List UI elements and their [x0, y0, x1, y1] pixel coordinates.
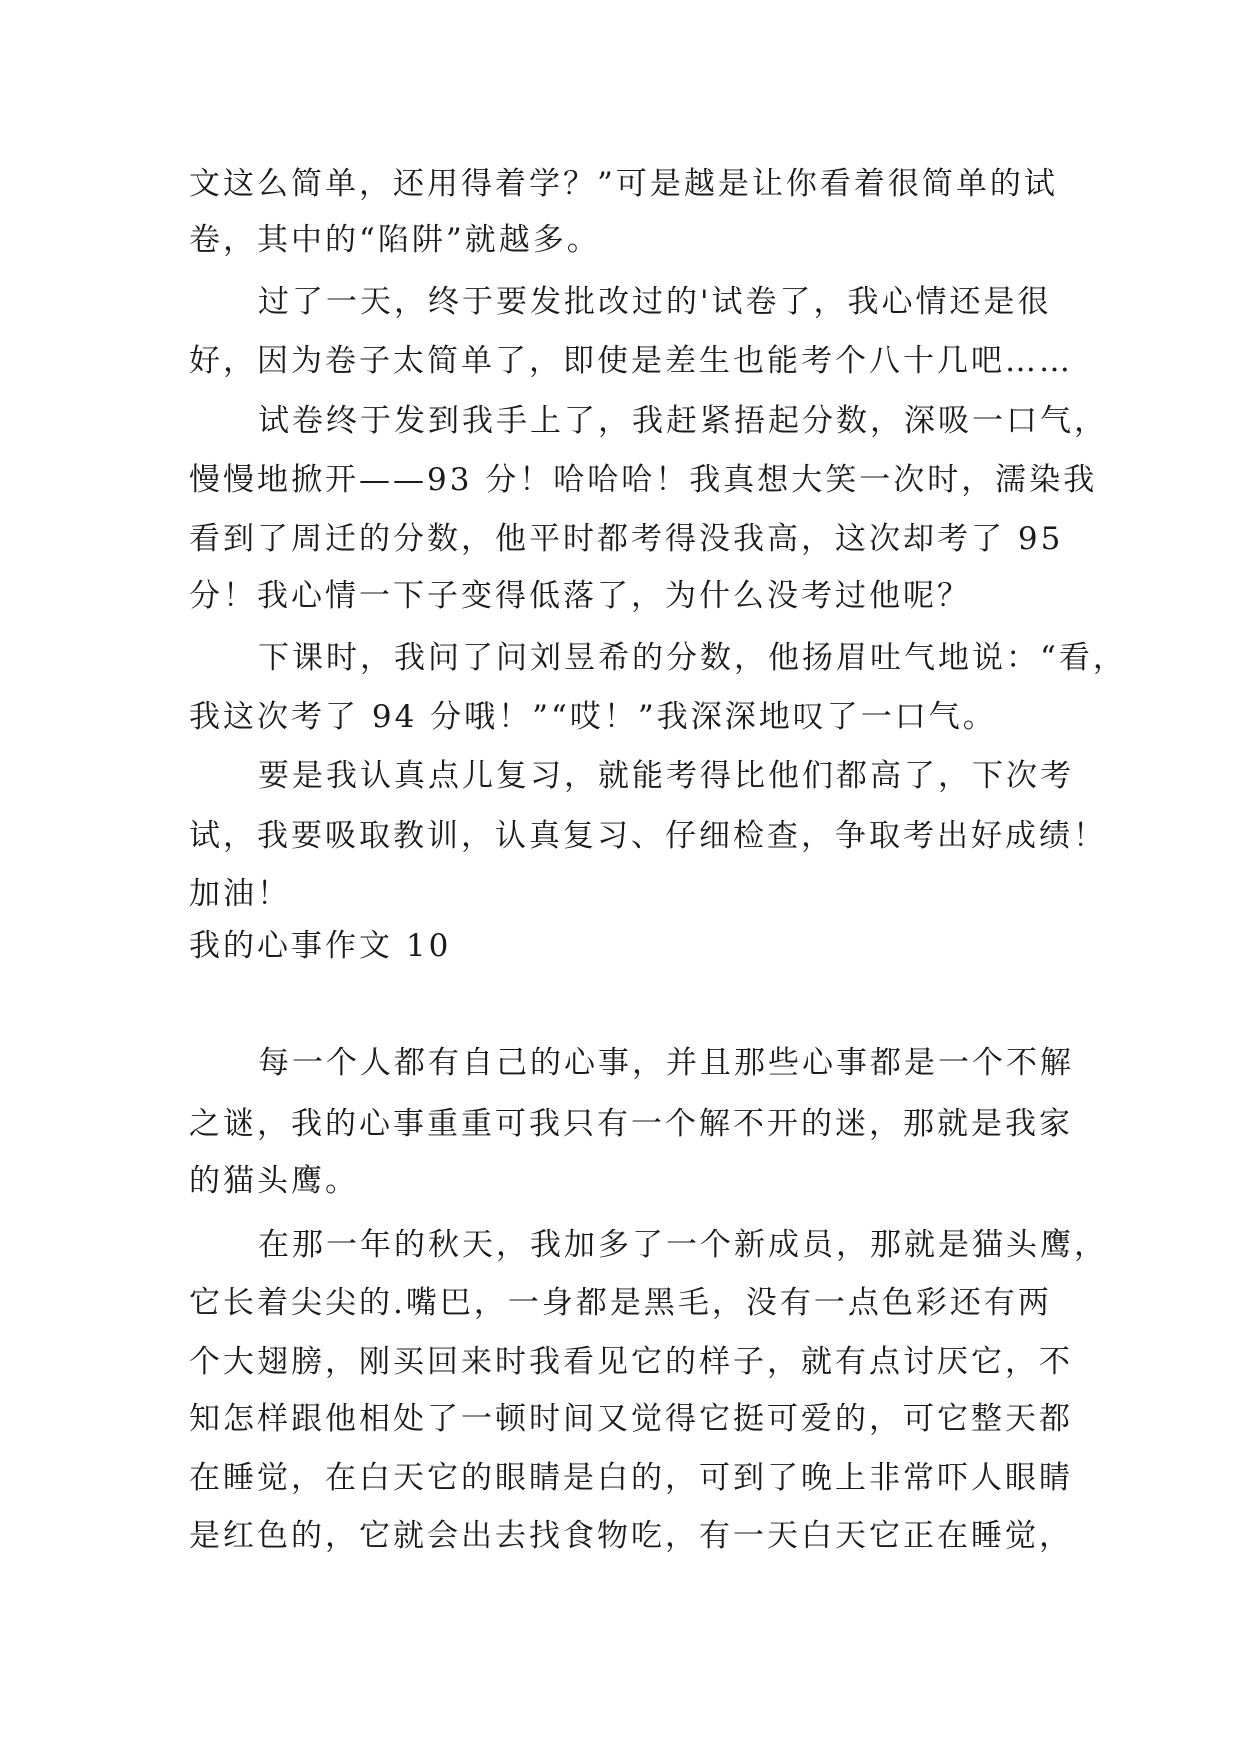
paragraph-start-line: 每一个人都有自己的心事，并且那些心事都是一个不解 — [258, 1045, 1074, 1081]
text-line: 它长着尖尖的.嘴巴，一身都是黑毛，没有一点色彩还有两 — [189, 1285, 1052, 1321]
text-line: 在睡觉，在白天它的眼睛是白的，可到了晚上非常吓人眼睛 — [189, 1460, 1073, 1496]
text-line: 个大翅膀，刚买回来时我看见它的样子，就有点讨厌它，不 — [189, 1344, 1073, 1380]
text-line: 卷，其中的“陷阱”就越多。 — [189, 222, 601, 258]
text-line: 看到了周迁的分数，他平时都考得没我高，这次却考了 95 — [189, 521, 1064, 557]
text-line: 我这次考了 94 分哦！”“哎！”我深深地叹了一口气。 — [189, 699, 997, 735]
paragraph-start-line: 要是我认真点儿复习，就能考得比他们都高了，下次考 — [258, 758, 1074, 794]
text-line: 的猫头鹰。 — [189, 1163, 359, 1199]
text-line: 之谜，我的心事重重可我只有一个解不开的迷，那就是我家 — [189, 1106, 1073, 1142]
text-line: 是红色的，它就会出去找食物吃，有一天白天它正在睡觉， — [189, 1518, 1073, 1554]
section-heading: 我的心事作文 10 — [189, 928, 452, 964]
text-line: 文这么简单，还用得着学？”可是越是让你看着很简单的试 — [189, 166, 1058, 202]
paragraph-start-line: 过了一天，终于要发批改过的'试卷了，我心情还是很 — [258, 284, 1052, 320]
text-line: 好，因为卷子太简单了，即使是差生也能考个八十几吧…… — [189, 343, 1073, 379]
text-line: 知怎样跟他相处了一顿时间又觉得它挺可爱的，可它整天都 — [189, 1401, 1073, 1437]
text-line: 慢慢地掀开——93 分！哈哈哈！我真想大笑一次时，濡染我 — [189, 462, 1098, 498]
paragraph-start-line: 在那一年的秋天，我加多了一个新成员，那就是猫头鹰， — [258, 1227, 1108, 1263]
paragraph-start-line: 下课时，我问了问刘昱希的分数，他扬眉吐气地说：“看， — [258, 640, 1127, 676]
text-line: 试，我要吸取教训，认真复习、仔细检查，争取考出好成绩！ — [189, 818, 1107, 854]
paragraph-start-line: 试卷终于发到我手上了，我赶紧捂起分数，深吸一口气， — [258, 403, 1108, 439]
text-line: 分！我心情一下子变得低落了，为什么没考过他呢？ — [189, 578, 971, 614]
text-line: 加油！ — [189, 876, 291, 912]
